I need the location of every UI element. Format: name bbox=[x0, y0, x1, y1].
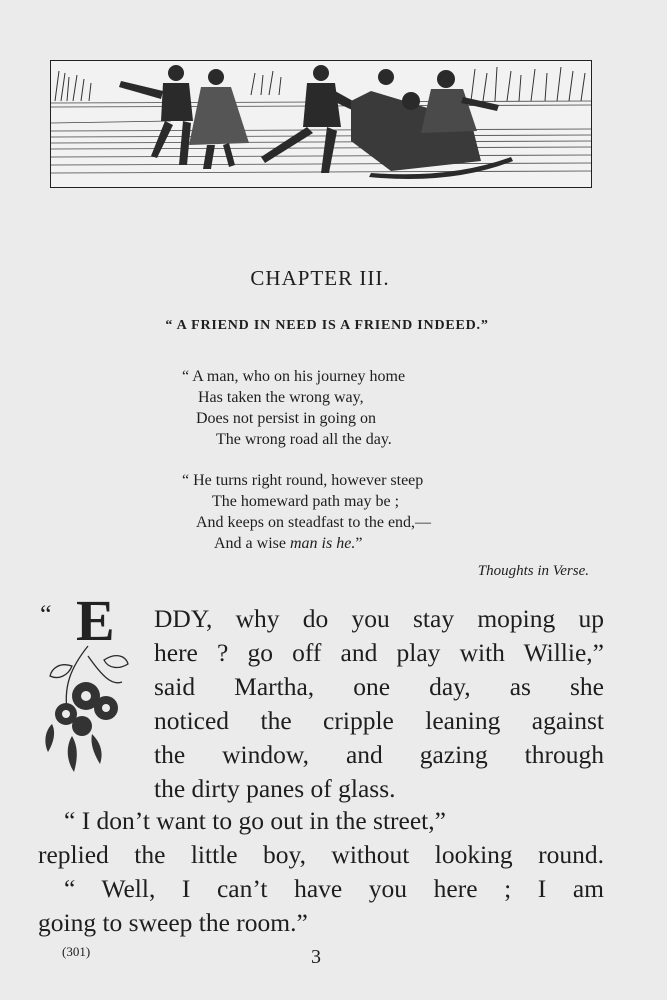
stanza-break bbox=[182, 450, 602, 470]
second-paragraph bbox=[38, 804, 604, 940]
chapter-epigraph: “ A FRIEND IN NEED IS A FRIEND INDEED.” bbox=[165, 318, 489, 333]
paragraph-line: the window, and gazing through bbox=[154, 740, 604, 769]
verse-line bbox=[182, 533, 602, 554]
opening-quote-mark: “ bbox=[40, 600, 52, 629]
printer-signature-mark: (301) bbox=[62, 944, 91, 959]
verse-line: “ A man, who on his journey home bbox=[182, 368, 406, 385]
paragraph-line: the dirty panes of glass. bbox=[154, 774, 396, 803]
paragraph-line: replied the little boy, without looking round. bbox=[38, 840, 604, 869]
verse-line: And keeps on steadfast to the end,— bbox=[196, 514, 432, 531]
paragraph-line: going to sweep the room.” bbox=[38, 908, 308, 937]
drop-cap-letter: E bbox=[76, 596, 115, 653]
paragraph-line: “ Well, I can’t have you here ; I am bbox=[64, 874, 604, 903]
floral-drop-cap-e bbox=[42, 596, 134, 786]
verse-line: Does not persist in going on bbox=[196, 410, 376, 427]
chapter-title: CHAPTER III. bbox=[250, 266, 390, 290]
decorated-initial bbox=[42, 596, 134, 786]
verse-line: Has taken the wrong way, bbox=[198, 389, 364, 406]
verse-quotation bbox=[182, 366, 602, 554]
headpiece-engraving bbox=[51, 61, 591, 187]
first-paragraph bbox=[154, 602, 604, 806]
verse-attribution: Thoughts in Verse. bbox=[477, 563, 589, 579]
verse-line: The wrong road all the day. bbox=[216, 431, 392, 448]
paragraph-line: said Martha, one day, as she bbox=[154, 672, 604, 701]
verse-line: “ He turns right round, however steep bbox=[182, 472, 424, 489]
paragraph-line: DDY, why do you stay moping up bbox=[154, 604, 604, 633]
page-number: 3 bbox=[311, 946, 321, 968]
verse-italic-text: man is he. bbox=[289, 535, 356, 552]
paragraph-line: noticed the cripple leaning against bbox=[154, 706, 604, 735]
verse-text: And a wise bbox=[214, 535, 290, 552]
verse-line: The homeward path may be ; bbox=[212, 493, 400, 510]
paragraph-line: “ I don’t want to go out in the street,” bbox=[64, 806, 446, 835]
paragraph-line: here ? go off and play with Willie,” bbox=[154, 638, 604, 667]
skating-children-illustration bbox=[50, 60, 592, 188]
verse-close-quote: ” bbox=[355, 535, 363, 552]
